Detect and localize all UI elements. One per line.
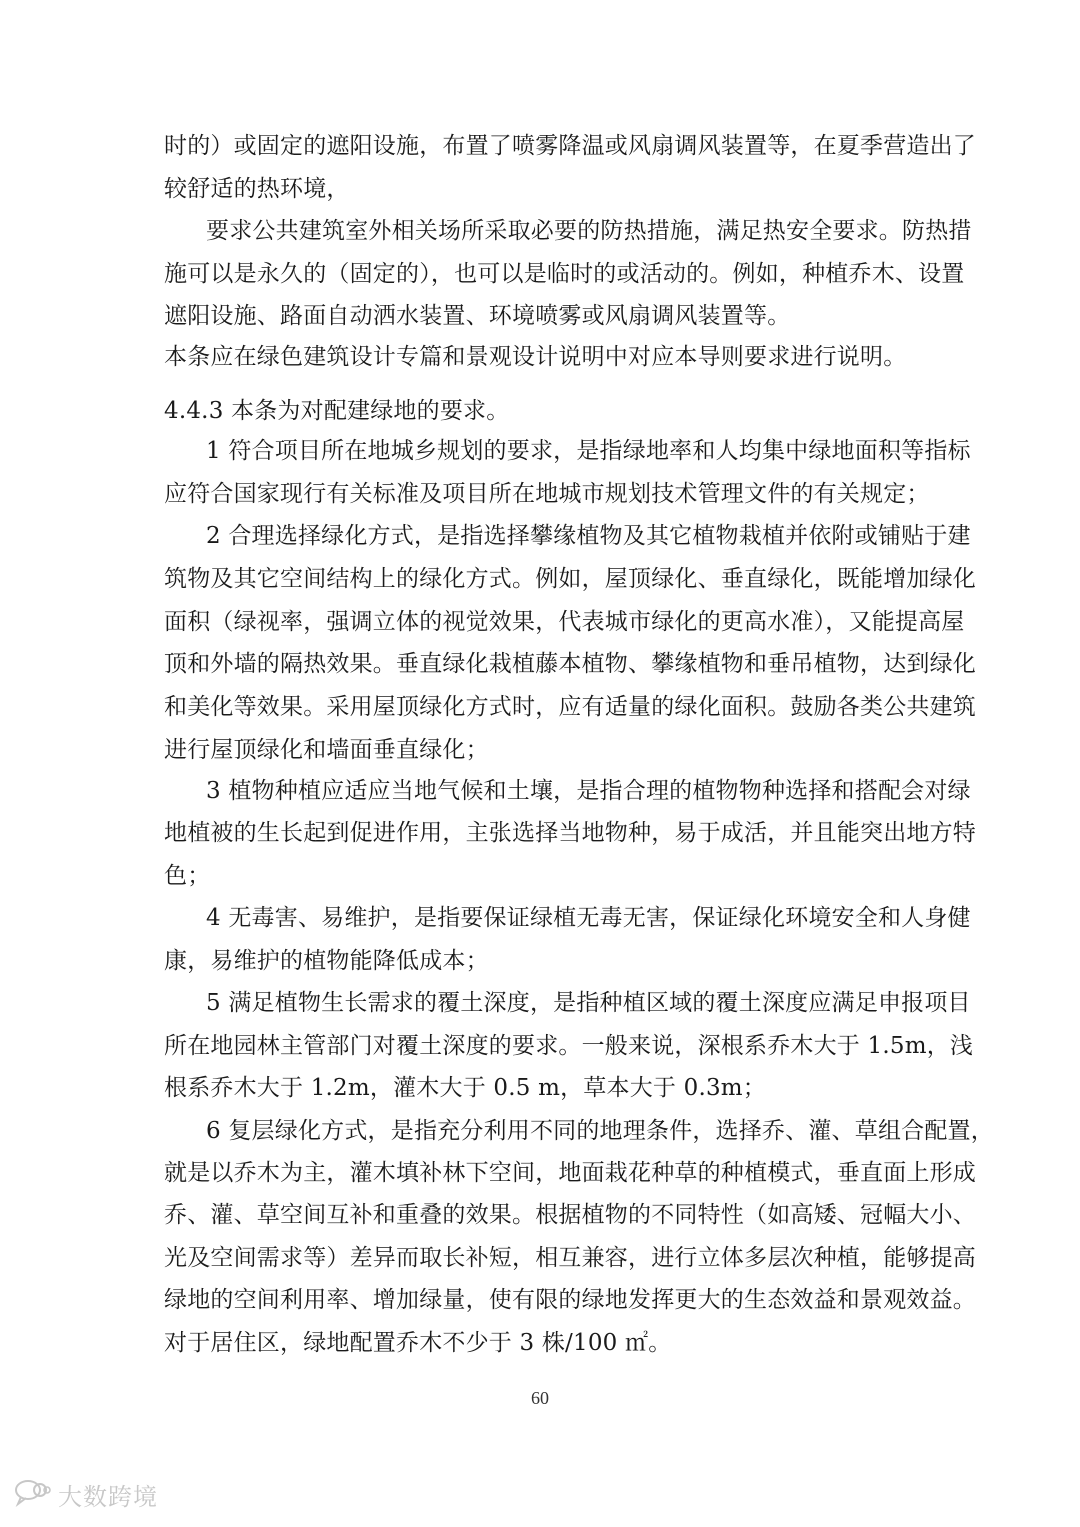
section-heading: 4.4.3 本条为对配建绿地的要求。	[164, 398, 510, 424]
text-line: 和美化等效果。采用屋顶绿化方式时，应有适量的绿化面积。鼓励各类公共建筑	[164, 694, 976, 720]
text-line: 就是以乔木为主，灌木填补林下空间，地面栽花种草的种植模式，垂直面上形成	[164, 1160, 976, 1186]
text-line: 色；	[164, 863, 211, 889]
text-line: 光及空间需求等）差异而取长补短，相互兼容，进行立体多层次种植，能够提高	[164, 1245, 976, 1271]
text-line: 时的）或固定的遮阳设施，布置了喷雾降温或风扇调风装置等，在夏季营造出了	[164, 133, 976, 159]
text-line: 绿地的空间利用率、增加绿量，使有限的绿地发挥更大的生态效益和景观效益。	[164, 1287, 976, 1313]
text-line: 康，易维护的植物能降低成本；	[164, 948, 489, 974]
text-line: 施可以是永久的（固定的），也可以是临时的或活动的。例如，种植乔木、设置	[164, 261, 965, 287]
text-line: 3 植物种植应适应当地气候和土壤，是指合理的植物物种选择和搭配会对绿	[206, 778, 971, 804]
chat-bubble-logo-icon	[14, 1477, 52, 1511]
text-line: 进行屋顶绿化和墙面垂直绿化；	[164, 737, 489, 763]
text-line: 4 无毒害、易维护，是指要保证绿植无毒无害，保证绿化环境安全和人身健	[206, 905, 971, 931]
text-line: 对于居住区，绿地配置乔木不少于 3 株/100 ㎡。	[164, 1330, 672, 1356]
text-line: 较舒适的热环境，	[164, 176, 350, 202]
text-line: 本条应在绿色建筑设计专篇和景观设计说明中对应本导则要求进行说明。	[164, 344, 907, 370]
text-line: 5 满足植物生长需求的覆土深度，是指种植区域的覆土深度应满足申报项目	[206, 990, 971, 1016]
text-line: 要求公共建筑室外相关场所采取必要的防热措施，满足热安全要求。防热措	[206, 218, 972, 244]
text-line: 2 合理选择绿化方式，是指选择攀缘植物及其它植物栽植并依附或铺贴于建	[206, 523, 971, 549]
text-line: 地植被的生长起到促进作用，主张选择当地物种，易于成活，并且能突出地方特	[164, 820, 976, 846]
text-line: 6 复层绿化方式，是指充分利用不同的地理条件，选择乔、灌、草组合配置，	[206, 1118, 994, 1144]
text-line: 面积（绿视率，强调立体的视觉效果，代表城市绿化的更高水准），又能提高屋	[164, 609, 965, 635]
text-line: 筑物及其它空间结构上的绿化方式。例如，屋顶绿化、垂直绿化，既能增加绿化	[164, 566, 976, 592]
text-line: 所在地园林主管部门对覆土深度的要求。一般来说，深根系乔木大于 1.5m，浅	[164, 1033, 974, 1059]
text-line: 应符合国家现行有关标准及项目所在地城市规划技术管理文件的有关规定；	[164, 481, 930, 507]
text-line: 乔、灌、草空间互补和重叠的效果。根据植物的不同特性（如高矮、冠幅大小、	[164, 1202, 976, 1228]
text-line: 根系乔木大于 1.2m，灌木大于 0.5 m，草本大于 0.3m；	[164, 1075, 767, 1101]
text-line: 1 符合项目所在地城乡规划的要求，是指绿地率和人均集中绿地面积等指标	[206, 438, 971, 464]
text-line: 顶和外墙的隔热效果。垂直绿化栽植藤本植物、攀缘植物和垂吊植物，达到绿化	[164, 651, 976, 677]
text-line: 遮阳设施、路面自动洒水装置、环境喷雾或风扇调风装置等。	[164, 303, 791, 329]
watermark	[14, 1474, 158, 1514]
watermark-text: 大数跨境	[58, 1482, 158, 1511]
page-number: 60	[531, 1388, 549, 1408]
